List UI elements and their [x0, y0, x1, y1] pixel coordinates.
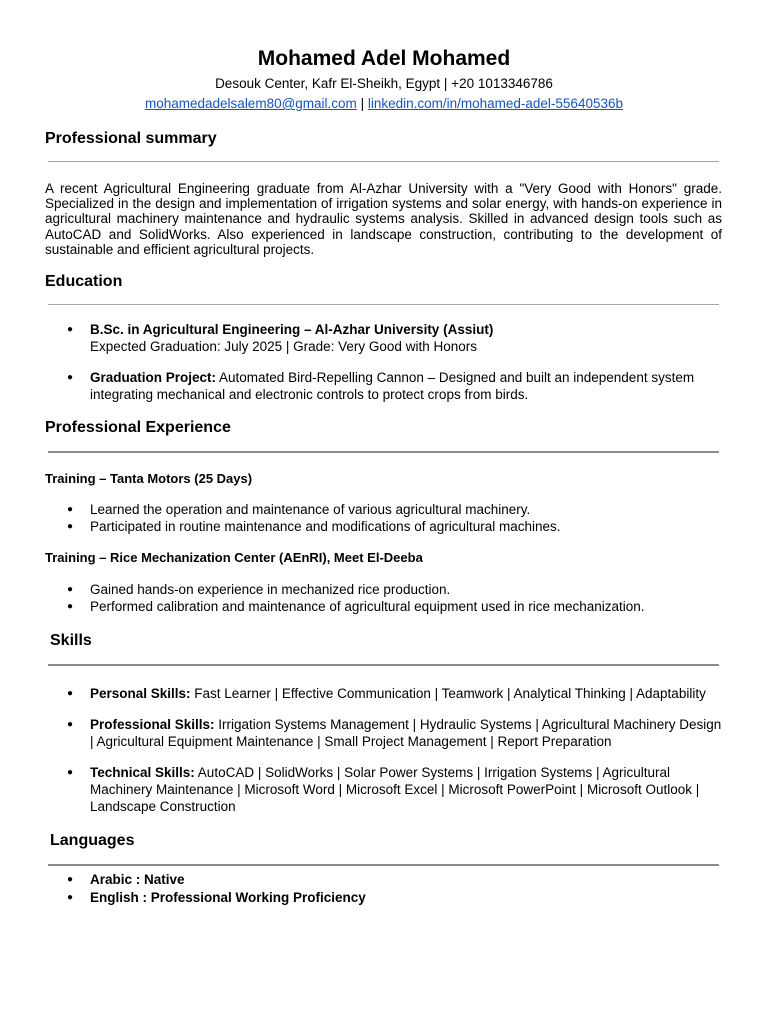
skill-values: Fast Learner | Effective Communication | Teamwork | Analytical Thinking | Adaptability: [190, 686, 706, 701]
list-item: [45, 764, 725, 815]
job-title: Training – Tanta Motors (25 Days): [45, 471, 253, 486]
degree-details: Expected Graduation: July 2025 | Grade: Very Good with Honors: [90, 339, 477, 354]
education-list: [45, 321, 725, 403]
skill-category: Professional Skills:: [90, 717, 215, 732]
experience-divider: [48, 451, 719, 453]
experience-heading: Professional Experience: [45, 419, 231, 436]
skills-list: [45, 685, 725, 815]
summary-divider: [48, 161, 719, 162]
email-link[interactable]: mohamedadelsalem80@gmail.com: [145, 96, 357, 111]
skills-divider: [48, 664, 719, 666]
languages-heading: Languages: [50, 832, 135, 849]
list-item: [45, 369, 725, 403]
list-item: ● Gained hands-on experience in mechanized rice production.: [45, 581, 725, 598]
contact-links: [0, 94, 768, 114]
list-item: [45, 321, 725, 355]
link-separator: |: [356, 96, 368, 111]
job-bullets: [45, 501, 725, 535]
list-item: ● Performed calibration and maintenance of agricultural equipment used in rice mechanization.: [45, 598, 725, 615]
skills-heading: Skills: [50, 632, 92, 649]
summary-text: A recent Agricultural Engineering graduate from Al-Azhar University with a "Very Good with Honors" grade. Specialized in the design and implementation of irrigation systems and solar energy, with hands-on experience in agricultural machinery maintenance and hydraulic systems analysis. Skilled in advanced design tools such as AutoCAD and SolidWorks. Also experienced in landscape construction, contributing to the development of sustainable and efficient agricultural projects.: [45, 181, 722, 257]
education-heading: Education: [45, 273, 123, 290]
resume-header: [0, 46, 768, 114]
project-details: Automated Bird-Repelling Cannon – Designed and built an independent system integrating mechanical and electronic controls to protect crops from birds.: [90, 370, 695, 402]
list-item: ● Learned the operation and maintenance of various agricultural machinery.: [45, 501, 725, 518]
education-divider: [48, 304, 719, 305]
job-bullets: [45, 581, 725, 615]
list-item: [45, 716, 725, 750]
list-item: [45, 685, 725, 702]
list-item: ● Participated in routine maintenance and modifications of agricultural machines.: [45, 518, 725, 535]
candidate-name: Mohamed Adel Mohamed: [257, 47, 511, 70]
languages-divider: [48, 864, 719, 866]
skill-category: Personal Skills:: [90, 686, 191, 701]
skill-values: Irrigation Systems Management | Hydraulic Systems | Agricultural Machinery Design | Agricultural Equipment Maintenance | Small Project Management | Report Preparation: [90, 717, 722, 749]
skill-values: AutoCAD | SolidWorks | Solar Power Systems | Irrigation Systems | Agricultural Machinery Maintenance | Microsoft Word | Microsoft Excel | Microsoft PowerPoint | Microsoft Outlook | Landscape Construction: [90, 765, 700, 814]
location-phone: Desouk Center, Kafr El-Sheikh, Egypt | +20 1013346786: [215, 76, 553, 91]
languages-list: [45, 871, 725, 907]
summary-heading: Professional summary: [45, 130, 217, 147]
list-item: ● English : Professional Working Proficiency: [45, 889, 725, 907]
project-label: Graduation Project:: [90, 370, 217, 385]
linkedin-link[interactable]: linkedin.com/in/mohamed-adel-55640536b: [367, 96, 623, 111]
degree-title: B.Sc. in Agricultural Engineering – Al-Azhar University (Assiut): [90, 322, 494, 337]
skill-category: Technical Skills:: [90, 765, 195, 780]
list-item: ● Arabic : Native: [45, 871, 725, 889]
job-title: Training – Rice Mechanization Center (AEnRI), Meet El-Deeba: [45, 550, 423, 565]
